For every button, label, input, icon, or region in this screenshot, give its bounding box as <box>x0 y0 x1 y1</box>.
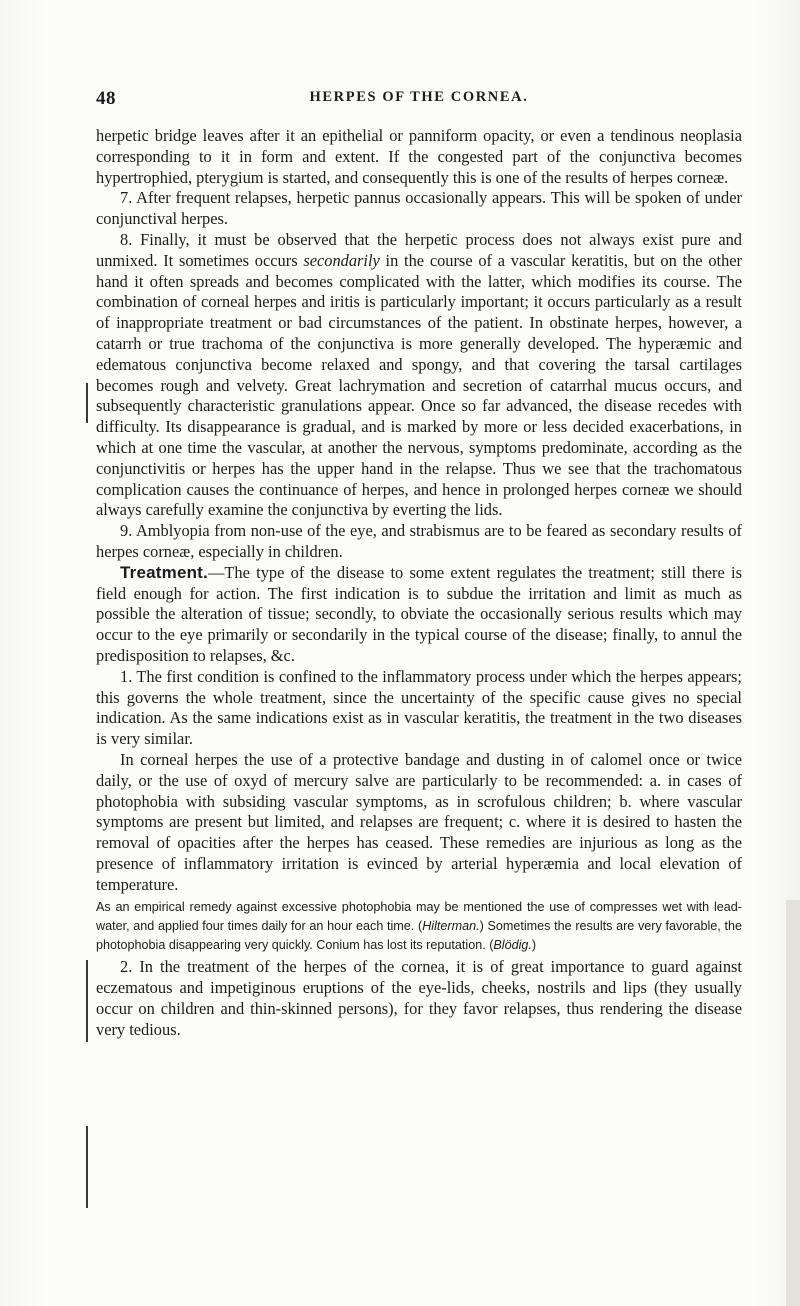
treatment-point-1-continued: In corneal herpes the use of a protective bandage and dusting in of calomel once or twice daily, or the use of oxyd of mercury salve are particularly to be recommended: a. in cases of photophobia with subsiding vascular symptoms, as in scrofulous children; b. where vascular symptoms are present but limited, and relapses are frequent; c. where it is desired to hasten the removal of opacities after the herpes has ceased. These remedies are injurious as long as the presence of inflammatory irritation is evinced by arterial hyperæmia and local elevation of temperature. <box>96 749 742 894</box>
paragraph-continuation: herpetic bridge leaves after it an epithelial or panniform opacity, or even a tendinous neoplasia corresponding to it in form and extent. If the congested part of the conjunctiva becomes hypertrophied, pterygium is started, and consequently this is one of the results of herpes corneæ. <box>96 126 742 187</box>
margin-pencil-mark-middle <box>86 960 88 1042</box>
note-citation-blodig: Blödig. <box>493 938 532 953</box>
running-head: HERPES OF THE CORNEA. <box>309 89 529 105</box>
margin-pencil-mark-lower <box>86 1126 88 1208</box>
page-header <box>96 88 742 110</box>
treatment-body: —The type of the disease to some extent regulates the treatment; still there is field enough for action. The first indication is to subdue the irritation and limit as much as possible the alteration of tissue; secondly, to obviate the occasionally serious results which may occur to the eye primarily or secondarily in the typical course of the disease; finally, to annul the predisposition to relapses, &c. <box>96 562 742 665</box>
treatment-point-1: 1. The first condition is confined to the inflammatory process under which the herpes appears; this governs the whole treatment, since the uncertainty of the specific cause gives no special indication. As the same indications exist as in vascular keratitis, the treatment in the two diseases is very similar. <box>96 666 742 749</box>
paragraph-9: 9. Amblyopia from non-use of the eye, and strabismus are to be feared as secondary results of herpes corneæ, especially in children. <box>96 521 742 561</box>
paragraph-8 <box>96 230 742 521</box>
page-number: 48 <box>96 88 116 109</box>
paragraph-8-part-a: 8. Finally, it must be observed that the herpetic process does not always exist pure and unmixed. It sometimes occurs <box>96 229 742 270</box>
treatment-paragraph <box>96 563 742 667</box>
note-part-a: As an empirical remedy against excessive photophobia may be mentioned the use of compresses wet with lead-water, and applied four times daily for an hour each time. ( <box>96 900 742 934</box>
paragraph-8-emphasis: secondarily <box>303 250 380 270</box>
note-citation-hilterman: Hilterman. <box>422 919 480 934</box>
small-print-note <box>96 898 742 955</box>
treatment-point-2: 2. In the treatment of the herpes of the cornea, it is of great importance to guard against eczematous and impetiginous eruptions of the eye-lids, cheeks, nostrils and lips (they usually occur on children and thin-skinned persons), for they favor relapses, thus rendering the disease very tedious. <box>96 957 742 1039</box>
note-part-c: ) <box>531 938 537 953</box>
note-part-b: ) Sometimes the results are very favorable, the photophobia disappearing very quickly. Conium has lost its reputation. ( <box>96 919 742 953</box>
treatment-heading: Treatment. <box>120 562 208 582</box>
paragraph-7: 7. After frequent relapses, herpetic pannus occasionally appears. This will be spoken of under conjunctival herpes. <box>96 188 742 229</box>
margin-pencil-mark-upper <box>86 383 88 423</box>
body-text <box>96 126 742 1040</box>
paragraph-8-part-b: in the course of a vascular keratitis, but on the other hand it often spreads and becomes complicated with the latter, which modifies its course. The combination of corneal herpes and iritis is particularly important; it occurs particularly as a result of inappropriate treatment or bad circumstances of the patient. In obstinate herpes, however, a catarrh or true trachoma of the conjunctiva is more generally developed. The hyperæmic and edematous conjunctiva become relaxed and spongy, and that covering the tarsal cartilages becomes rough and velvety. Great lachrymation and secretion of catarrhal mucus occurs, and subsequently characteristic granulations appear. Once so far advanced, the disease recedes with difficulty. Its disappearance is gradual, and is marked by more or less decided exacerbations, in which at one time the vascular, at another the nervous, symptoms predominate, according as the conjunctivitis or herpes has the upper hand in the relapse. Thus we see that the trachomatous complication causes the continuance of herpes, and hence in prolonged herpes corneæ we should always carefully examine the conjunctiva by everting the lids. <box>96 250 742 520</box>
page-edge-shadow <box>786 900 800 1306</box>
